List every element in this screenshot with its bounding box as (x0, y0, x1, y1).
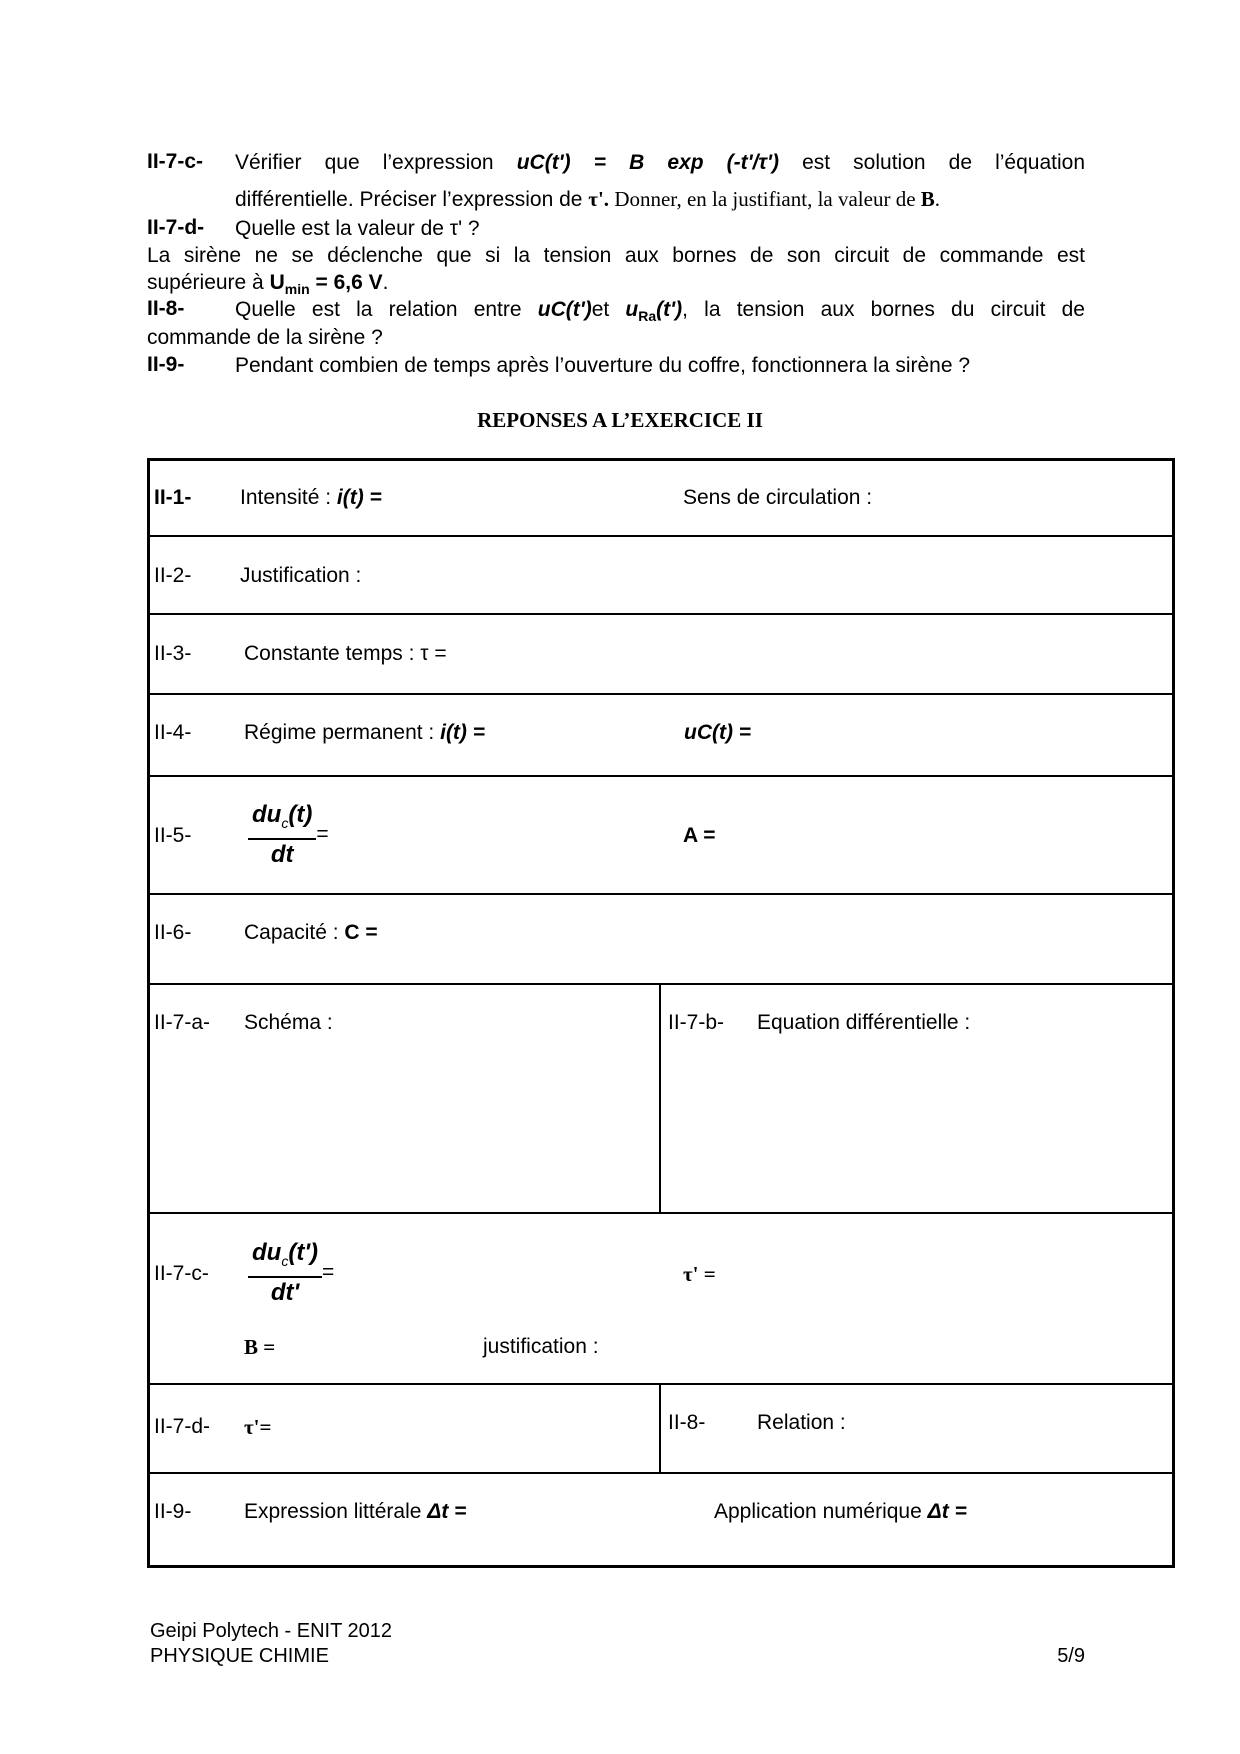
q7c-line2-serif: Donner, en la justifiant, la valeur de (609, 187, 921, 211)
answer-number-8: II-8- (668, 1411, 706, 1434)
answers-title: REPONSES A L’EXERCICE II (477, 408, 763, 432)
numerical-application-label: Application numérique (714, 1500, 928, 1523)
question-number-8: II-8- (147, 297, 185, 320)
steady-state-expr: i(t) = (440, 721, 486, 744)
capacity-expr: C = (344, 921, 378, 944)
answer-number-9: II-9- (154, 1500, 192, 1523)
frac-arg: (t) (288, 801, 313, 828)
frac-numerator: du (252, 1239, 282, 1266)
q8-text-a: Quelle est la relation entre (235, 298, 538, 321)
question-number-9: II-9- (147, 353, 185, 376)
q8-ura: u (625, 298, 639, 321)
frac-subscript: c (281, 1252, 289, 1269)
row-divider (147, 1472, 1175, 1474)
q8-text-c: , la tension aux bornes du circuit de (682, 298, 1085, 321)
tau-prime-value-field[interactable]: τ'= (244, 1415, 272, 1439)
tau-prime-field[interactable]: τ' = (683, 1262, 716, 1286)
answer-number-1: II-1- (154, 486, 192, 509)
equals-sign: = (316, 822, 329, 846)
derivative-prime-fraction (248, 1238, 322, 1308)
question-number-7c: II-7-c- (147, 150, 204, 173)
row-divider (147, 1212, 1175, 1214)
siren-end: . (382, 271, 389, 294)
column-divider (659, 1383, 661, 1473)
schema-field[interactable]: Schéma : (244, 1011, 333, 1034)
frac-arg: (t') (288, 1239, 319, 1266)
a-field[interactable]: A = (683, 824, 716, 847)
answer-number-4: II-4- (154, 721, 192, 744)
answer-1-field[interactable] (240, 486, 382, 510)
row-divider (147, 535, 1175, 537)
answer-number-3: II-3- (154, 642, 192, 665)
question-9-text: Pendant combien de temps après l’ouverture du coffre, fonctionnera la sirène ? (235, 354, 971, 377)
q8-uc: uC(t') (537, 298, 592, 321)
row-divider (147, 693, 1175, 695)
literal-expression-field[interactable] (244, 1500, 466, 1524)
equals-sign: = (322, 1260, 335, 1284)
q7c-expression: uC(t') = B exp (-t'/τ') (516, 151, 779, 174)
b-justification-field[interactable]: justification : (483, 1335, 599, 1358)
justification-field[interactable]: Justification : (240, 564, 362, 587)
q8-ura-sub: Ra (638, 308, 657, 325)
capacity-field[interactable] (244, 921, 378, 945)
answer-number-5: II-5- (154, 824, 192, 847)
frac-denominator: dt (270, 840, 294, 868)
footer-school: Geipi Polytech - ENIT 2012 (150, 1620, 392, 1642)
relation-field[interactable]: Relation : (757, 1411, 846, 1434)
answer-number-7c: II-7-c- (154, 1262, 209, 1285)
question-7c-line2 (235, 186, 940, 213)
question-7d-text: Quelle est la valeur de τ' ? (235, 217, 480, 240)
b-field[interactable]: B = (244, 1335, 276, 1359)
steady-state-label: Régime permanent : (244, 721, 441, 744)
literal-expression-label: Expression littérale (244, 1500, 428, 1523)
row-divider (147, 613, 1175, 615)
answer-number-2: II-2- (154, 564, 192, 587)
row-divider (147, 983, 1175, 985)
row-divider (147, 1383, 1175, 1385)
question-8-line2: commande de la sirène ? (147, 326, 383, 349)
derivative-prime-field[interactable] (248, 1238, 334, 1308)
row-divider (147, 893, 1175, 895)
intensity-expr: i(t) = (336, 486, 382, 509)
q8-ura-arg: (t') (656, 298, 683, 321)
answer-number-6: II-6- (154, 921, 192, 944)
derivative-field[interactable] (248, 800, 329, 870)
time-constant-field[interactable]: Constante temps : τ = (244, 642, 447, 665)
siren-pre: supérieure à (147, 271, 270, 294)
answer-number-7b: II-7-b- (668, 1011, 725, 1034)
answer-number-7d: II-7-d- (154, 1415, 211, 1438)
q7c-text-post: est solution de l’équation (779, 151, 1085, 174)
capacity-label: Capacité : (244, 921, 345, 944)
q7c-B: B (920, 187, 935, 211)
answer-row-1[interactable] (154, 486, 191, 510)
question-7c-line1 (235, 150, 1085, 176)
differential-equation-field[interactable]: Equation différentielle : (757, 1011, 971, 1034)
frac-subscript: c (281, 814, 289, 831)
literal-expression-expr: Δt = (427, 1500, 467, 1523)
derivative-fraction (248, 800, 316, 870)
frac-numerator: du (252, 801, 282, 828)
numerical-application-field[interactable] (714, 1500, 967, 1524)
column-divider (659, 983, 661, 1213)
frac-denominator: dt' (270, 1278, 300, 1306)
row-divider (147, 775, 1175, 777)
numerical-application-expr: Δt = (927, 1500, 967, 1523)
footer-subject: PHYSIQUE CHIMIE (150, 1645, 329, 1667)
q7c-line2-end: . (934, 187, 941, 211)
q7c-line2-text: différentielle. Préciser l’expression de (235, 188, 589, 211)
question-number-7d: II-7-d- (147, 216, 205, 239)
q7c-text-pre: Vérifier que l’expression (235, 151, 517, 174)
intensity-label: Intensité : (240, 486, 337, 509)
direction-field[interactable]: Sens de circulation : (683, 486, 873, 509)
q7c-tau: τ'. (588, 187, 610, 211)
siren-line1: La sirène ne se déclenche que si la tension aux bornes de son circuit de commande est (147, 244, 1085, 267)
umin-subscript: min (284, 281, 310, 298)
steady-state-field[interactable] (244, 721, 485, 745)
q8-text-b: et (591, 298, 626, 321)
umin-value: = 6,6 V (309, 271, 383, 294)
umin-symbol: U (269, 271, 285, 294)
answer-number-7a: II-7-a- (154, 1011, 211, 1034)
page-number: 5/9 (1057, 1645, 1085, 1667)
uc-field[interactable]: uC(t) = (684, 721, 752, 744)
